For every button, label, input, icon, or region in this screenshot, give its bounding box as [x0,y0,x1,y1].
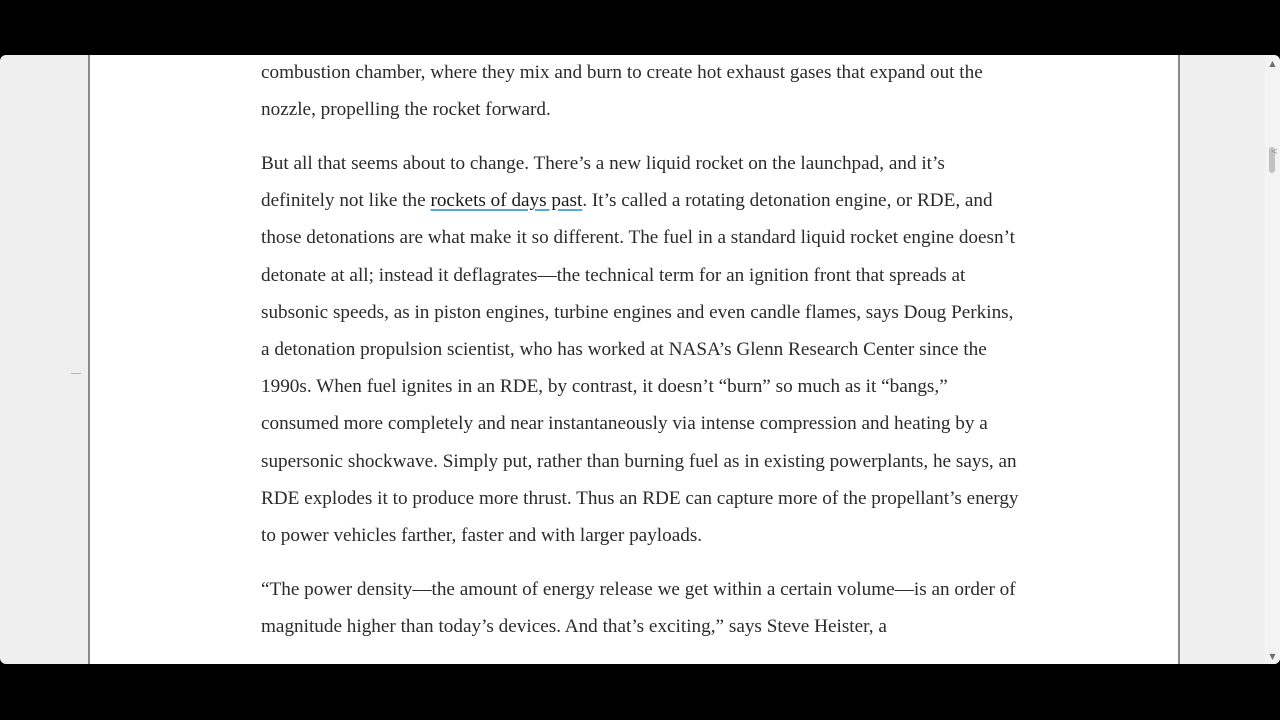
article-page [88,55,1180,664]
margin-marker [71,373,81,374]
article-body [261,55,1021,662]
scroll-down-arrow-icon[interactable]: ▼ [1269,651,1276,661]
paragraph-2-text-before: But all that seems about to change. There’s a new liquid rocket on the launchpad, and it’s definitely not like the [261,152,945,212]
browser-viewport [0,55,1280,664]
paragraph-3: “The power density—the amount of energy release we get within a certain volume—is an order of magnitude higher than today’s devices. And that’s exciting,” says Steve Heister, a [261,578,1016,637]
scroll-up-arrow-icon[interactable]: ▲ [1269,58,1276,68]
chevron-left-icon: < [1270,147,1278,157]
rockets-of-days-past-link[interactable]: rockets of days past [430,190,583,212]
paragraph-2-text-after: . It’s called a rotating detonation engine, or RDE, and those detonations are what make it so different. The fuel in a standard liquid rocket engine doesn’t detonate at all; instead it deflagrates—the technical term for an ignition front that spreads at subsonic speeds, as in piston engines, turbine engines and even candle flames, says Doug Perkins, a detonation propulsion scientist, who has worked at NASA’s Glenn Research Center since the 1990s. When fuel ignites in an RDE, by contrast, it doesn’t “burn” so much as it “bangs,” consumed more completely and near instantaneously via intense compression and heating by a supersonic shockwave. Simply put, rather than burning fuel as in existing powerplants, he says, an RDE explodes it to produce more thrust. Thus an RDE can capture more of the propellant’s energy to power vehicles farther, faster and with larger payloads. [261,190,1019,546]
paragraph-1: combustion chamber, where they mix and burn to create hot exhaust gases that expand out the nozzle, propelling the rocket forward. [261,62,983,121]
paragraph-2 [261,145,1021,554]
